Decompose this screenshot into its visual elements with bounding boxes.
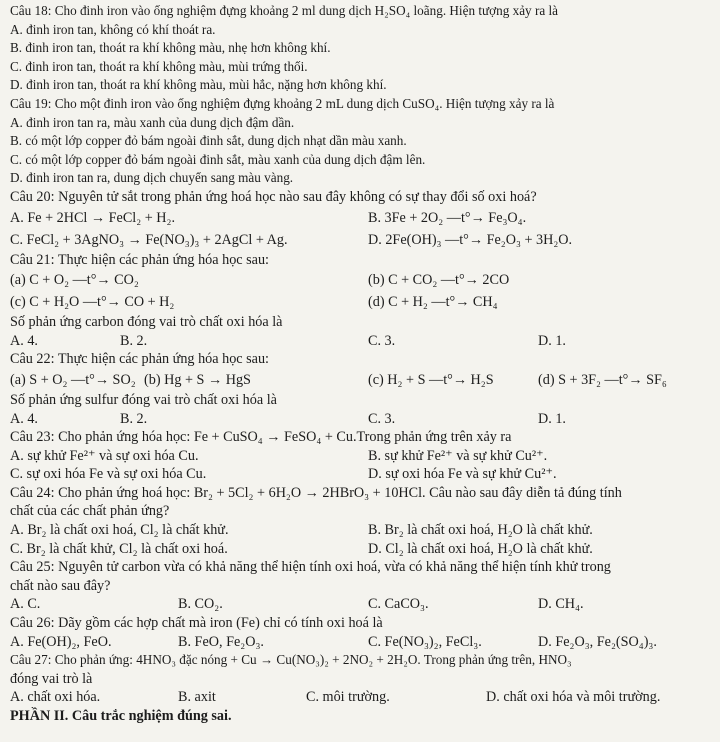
q27-option-b: B. axit: [178, 689, 216, 706]
q21-option-c: C. 3.: [368, 332, 396, 349]
q26-option-d: D. Fe₂O₃, Fe₂(SO₄)₃.: [538, 633, 657, 650]
q20-option-b: B. 3Fe + 2O₂ —t°→ Fe₃O₄.: [368, 209, 527, 226]
q22-question: Số phản ứng sulfur đóng vai trò chất oxi hóa là: [10, 391, 277, 408]
q23-row-2: [10, 465, 712, 484]
q21-option-a: A. 4.: [10, 332, 38, 349]
q23-option-c: C. sự oxi hóa Fe và sự oxi hóa Cu.: [10, 466, 207, 483]
q23-option-b: B. sự khử Fe²⁺ và sự khử Cu²⁺.: [368, 447, 548, 464]
q27-options: [10, 688, 712, 707]
q22-reaction-c: (c) H₂ + S —t°→ H₂S: [368, 371, 494, 388]
q25-option-a: A. C.: [10, 596, 41, 613]
q23-option-d: D. sự oxi hóa Fe và sự khử Cu²⁺.: [368, 466, 557, 483]
q18-option-d: D. đinh iron tan, thoát ra khí không màu, mùi hắc, nặng hơn không khí.: [10, 77, 387, 93]
q20-row-1: [10, 207, 712, 229]
q23-row-1: [10, 447, 712, 466]
q21-reaction-b: (b) C + CO₂ —t°→ 2CO: [368, 272, 510, 289]
q22-options: [10, 410, 712, 429]
q27-stem-cont: đóng vai trò là: [10, 670, 93, 687]
q23-option-a: A. sự khử Fe²⁺ và sự oxi hóa Cu.: [10, 447, 199, 464]
q25-stem: Câu 25: Nguyên tử carbon vừa có khả năng thể hiện tính oxi hoá, vừa có khả năng thể hiện tính khử trong: [10, 559, 611, 576]
q27-option-c: C. môi trường.: [306, 689, 390, 706]
q24-row-2: [10, 540, 712, 559]
q22-reaction-b: (b) Hg + S → HgS: [144, 371, 251, 388]
q27-option-d: D. chất oxi hóa và môi trường.: [486, 689, 661, 706]
q24-option-a: A. Br₂ là chất oxi hoá, Cl₂ là chất khử.: [10, 522, 229, 539]
section-heading: [10, 707, 712, 726]
q20-option-d: D. 2Fe(OH)₃ —t°→ Fe₂O₃ + 3H₂O.: [368, 231, 573, 248]
q26-options: [10, 633, 712, 652]
q21-options: [10, 332, 712, 351]
q21-question: Số phản ứng carbon đóng vai trò chất oxi hóa là: [10, 314, 283, 331]
q22-reaction-d: (d) S + 3F₂ —t°→ SF₆: [538, 371, 667, 388]
section-title: PHẦN II. Câu trắc nghiệm đúng sai.: [10, 708, 232, 724]
q24-option-d: D. Cl₂ là chất oxi hoá, H₂O là chất khử.: [368, 540, 593, 557]
q24-option-b: B. Br₂ là chất oxi hoá, H₂O là chất khử.: [368, 522, 593, 539]
q24-option-c: C. Br₂ là chất khử, Cl₂ là chất oxi hoá.: [10, 540, 228, 557]
q25-option-c: C. CaCO₃.: [368, 596, 429, 613]
q27-option-a: A. chất oxi hóa.: [10, 689, 101, 706]
q24-stem: Câu 24: Cho phản ứng hoá học: Br₂ + 5Cl₂ + 6H₂O → 2HBrO₃ + 10HCl. Câu nào sau đây diễn tả đúng tính: [10, 484, 622, 501]
q24-row-1: [10, 521, 712, 540]
q19-option-c: C. có một lớp copper đỏ bám ngoài đinh sắt, màu xanh của dung dịch đậm lên.: [10, 151, 426, 167]
q27-stem: Câu 27: Cho phản ứng: 4HNO₃ đặc nóng + Cu → Cu(NO₃)₂ + 2NO₂ + 2H₂O. Trong phản ứng trên, HNO₃: [10, 652, 572, 668]
q22-stem: Câu 22: Thực hiện các phản ứng hóa học sau:: [10, 351, 269, 368]
q22-reactions: [10, 369, 712, 391]
q24-stem-cont: chất của các chất phản ứng?: [10, 503, 170, 520]
q21-reaction-c: (c) C + H₂O —t°→ CO + H₂: [10, 294, 175, 311]
q26-option-c: C. Fe(NO₃)₂, FeCl₃.: [368, 633, 482, 650]
q20-row-2: [10, 229, 712, 251]
q22-option-a: A. 4.: [10, 410, 38, 427]
q21-option-d: D. 1.: [538, 332, 566, 349]
q19-option-b: B. có một lớp copper đỏ bám ngoài đinh sắt, dung dịch nhạt dần màu xanh.: [10, 133, 407, 149]
q18-stem: Câu 18: Cho đinh iron vào ống nghiệm đựng khoảng 2 ml dung dịch H₂SO₄ loãng. Hiện tượng xảy ra là: [10, 3, 559, 18]
q22-reaction-a: (a) S + O₂ —t°→ SO₂: [10, 371, 136, 388]
q21-stem: Câu 21: Thực hiện các phản ứng hóa học sau:: [10, 251, 269, 268]
q18-option-c: C. đinh iron tan, thoát ra khí không màu, mùi trứng thối.: [10, 58, 308, 74]
q26-option-a: A. Fe(OH)₂, FeO.: [10, 633, 112, 650]
q21-row-2: [10, 291, 712, 313]
q21-reaction-a: (a) C + O₂ —t°→ CO₂: [10, 272, 139, 289]
q21-option-b: B. 2.: [120, 332, 148, 349]
q18-option-b: B. đinh iron tan, thoát ra khí không màu, nhẹ hơn không khí.: [10, 40, 331, 56]
q19-option-a: A. đinh iron tan ra, màu xanh của dung dịch đậm dần.: [10, 114, 295, 130]
q25-stem-cont: chất nào sau đây?: [10, 577, 111, 594]
q19-option-d: D. đinh iron tan ra, dung dịch chuyển sang màu vàng.: [10, 170, 294, 186]
q20-stem: Câu 20: Nguyên tử sắt trong phản ứng hoá học nào sau đây không có sự thay đổi số oxi hoá?: [10, 188, 537, 205]
q26-stem: Câu 26: Dãy gồm các hợp chất mà iron (Fe) chỉ có tính oxi hoá là: [10, 615, 383, 632]
q25-options: [10, 595, 712, 614]
q22-option-d: D. 1.: [538, 410, 566, 427]
q20-option-c: C. FeCl₂ + 3AgNO₃ → Fe(NO₃)₃ + 2AgCl + Ag.: [10, 231, 288, 248]
q23-stem: Câu 23: Cho phản ứng hóa học: Fe + CuSO₄ → FeSO₄ + Cu.Trong phản ứng trên xảy ra: [10, 429, 512, 446]
q20-option-a: A. Fe + 2HCl → FeCl₂ + H₂.: [10, 209, 176, 226]
q21-reaction-d: (d) C + H₂ —t°→ CH₄: [368, 294, 498, 311]
q18-option-a: A. đinh iron tan, không có khí thoát ra.: [10, 21, 216, 37]
q25-option-d: D. CH₄.: [538, 596, 584, 613]
q22-option-b: B. 2.: [120, 410, 148, 427]
q19-stem: Câu 19: Cho một đinh iron vào ống nghiệm đựng khoảng 2 mL dung dịch CuSO₄. Hiện tượng xảy ra là: [10, 95, 555, 111]
q26-option-b: B. FeO, Fe₂O₃.: [178, 633, 264, 650]
q25-option-b: B. CO₂.: [178, 596, 223, 613]
q21-row-1: [10, 269, 712, 291]
q22-option-c: C. 3.: [368, 410, 396, 427]
